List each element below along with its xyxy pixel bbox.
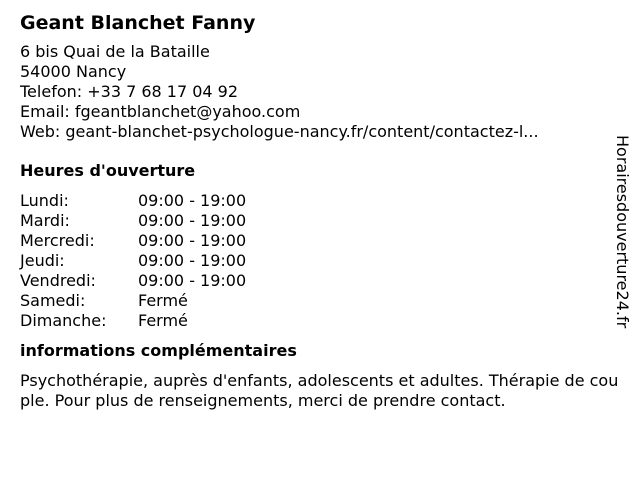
hours-day: Lundi: [20, 191, 69, 210]
hours-day: Mardi: [20, 211, 70, 230]
phone-line[interactable]: Telefon: +33 7 68 17 04 92 [20, 82, 239, 101]
hours-heading: Heures d'ouverture [20, 161, 196, 180]
hours-row [20, 191, 620, 211]
hours-day: Samedi: [20, 291, 86, 310]
watermark-text: Horairesdouverture24.fr [613, 135, 632, 329]
address-street: 6 bis Quai de la Bataille [20, 42, 210, 61]
hours-row [20, 211, 620, 231]
email-line[interactable]: Email: fgeantblanchet@yahoo.com [20, 102, 301, 121]
hours-time: 09:00 - 19:00 [138, 271, 247, 290]
hours-row [20, 251, 620, 271]
hours-table [20, 191, 620, 331]
hours-row [20, 231, 620, 251]
hours-row [20, 291, 620, 311]
hours-time: 09:00 - 19:00 [138, 211, 247, 230]
hours-time: 09:00 - 19:00 [138, 251, 247, 270]
hours-day: Mercredi: [20, 231, 95, 250]
business-card [20, 10, 620, 411]
web-line[interactable]: Web: geant-blanchet-psychologue-nancy.fr/content/contactez-l... [20, 122, 539, 141]
info-text: Psychothérapie, auprès d'enfants, adolescents et adultes. Thérapie de couple. Pour plus de renseignements, merci de prendre contact. [20, 371, 619, 410]
business-name: Geant Blanchet Fanny [20, 12, 256, 34]
hours-time: 09:00 - 19:00 [138, 231, 247, 250]
hours-row [20, 271, 620, 291]
contact-block [20, 42, 620, 142]
info-heading: informations complémentaires [20, 341, 297, 360]
hours-day: Jeudi: [20, 251, 65, 270]
hours-time: Fermé [138, 311, 188, 330]
hours-day: Dimanche: [20, 311, 107, 330]
address-city: 54000 Nancy [20, 62, 127, 81]
hours-time: Fermé [138, 291, 188, 310]
hours-time: 09:00 - 19:00 [138, 191, 247, 210]
hours-row [20, 311, 620, 331]
hours-day: Vendredi: [20, 271, 96, 290]
